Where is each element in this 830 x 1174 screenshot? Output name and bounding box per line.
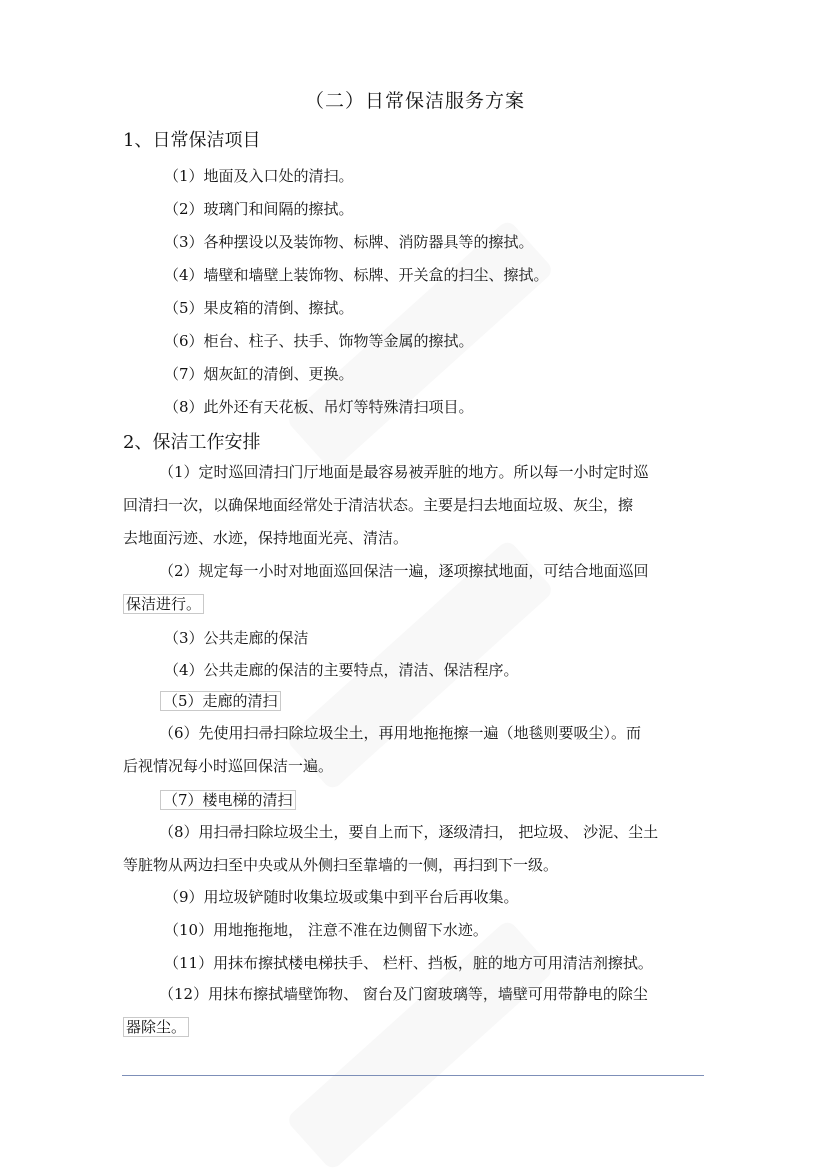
list-item: （6）柜台、柱子、扶手、饰物等金属的擦拭。 [164,332,474,350]
paragraph-10: （10）用地拖拖地， 注意不准在边侧留下水迹。 [164,921,488,939]
footer-divider [122,1075,704,1076]
paragraph-4: （4）公共走廊的保洁的主要特点，清洁、保洁程序。 [164,661,519,679]
section-heading-2: 2、保洁工作安排 [123,432,261,453]
paragraph-9: （9）用垃圾铲随时收集垃圾或集中到平台后再收集。 [164,888,519,906]
paragraph-7 [160,789,296,810]
paragraph-line: 去地面污迹、水迹，保持地面光亮、清洁。 [123,529,409,547]
list-item: （5）果皮箱的清倒、擦拭。 [164,299,354,317]
list-item: （1）地面及入口处的清扫。 [164,167,354,185]
paragraph-3: （3）公共走廊的保洁 [164,629,309,647]
paragraph-12 [123,978,709,1044]
paragraph-8 [123,816,709,882]
paragraph-line: 等脏物从两边扫至中央或从外侧扫至靠墙的一侧，再扫到下一级。 [123,856,559,874]
paragraph-line: （6）先使用扫帚扫除垃圾尘土，再用地拖拖擦一遍（地毯则要吸尘）。而 [159,724,642,742]
list-item: （3）各种摆设以及装饰物、标牌、消防器具等的擦拭。 [164,233,534,251]
paragraph-line: 保洁进行。 [123,594,204,614]
paragraph-11: （11）用抹布擦拭楼电梯扶手、 栏杆、挡板，脏的地方可用清洁剂擦拭。 [164,954,653,972]
section-heading-1: 1、日常保洁项目 [123,130,261,151]
paragraph-line: （2）规定每一小时对地面巡回保洁一遍，逐项擦拭地面，可结合地面巡回 [159,562,649,580]
paragraph-line: （1）定时巡回清扫门厅地面是最容易被弄脏的地方。所以每一小时定时巡 [159,463,649,481]
list-item: （7）烟灰缸的清倒、更换。 [164,365,354,383]
list-item: （2）玻璃门和间隔的擦拭。 [164,200,354,218]
paragraph-line: （8）用扫帚扫除垃圾尘土，要自上而下，逐级清扫， 把垃圾、 沙泥、尘土 [159,823,659,841]
list-item: （8）此外还有天花板、吊灯等特殊清扫项目。 [164,398,474,416]
paragraph-1 [123,456,709,555]
page-title: （二）日常保洁服务方案 [304,90,525,112]
paragraph-line: 后视情况每小时巡回保洁一遍。 [123,757,334,775]
boxed-heading: （7）楼电梯的清扫 [160,790,296,810]
paragraph-line: （12）用抹布擦拭墙壁饰物、 窗台及门窗玻璃等，墙壁可用带静电的除尘 [159,985,648,1003]
list-item: （4）墙壁和墙壁上装饰物、标牌、开关盒的扫尘、擦拭。 [164,266,549,284]
paragraph-6 [123,717,709,783]
paragraph-line: 器除尘。 [123,1017,189,1037]
boxed-heading: （5）走廊的清扫 [160,691,281,711]
paragraph-5 [160,690,281,711]
paragraph-line: 回清扫一次，以确保地面经常处于清洁状态。主要是扫去地面垃圾、灰尘，擦 [123,496,634,514]
paragraph-2 [123,555,709,621]
